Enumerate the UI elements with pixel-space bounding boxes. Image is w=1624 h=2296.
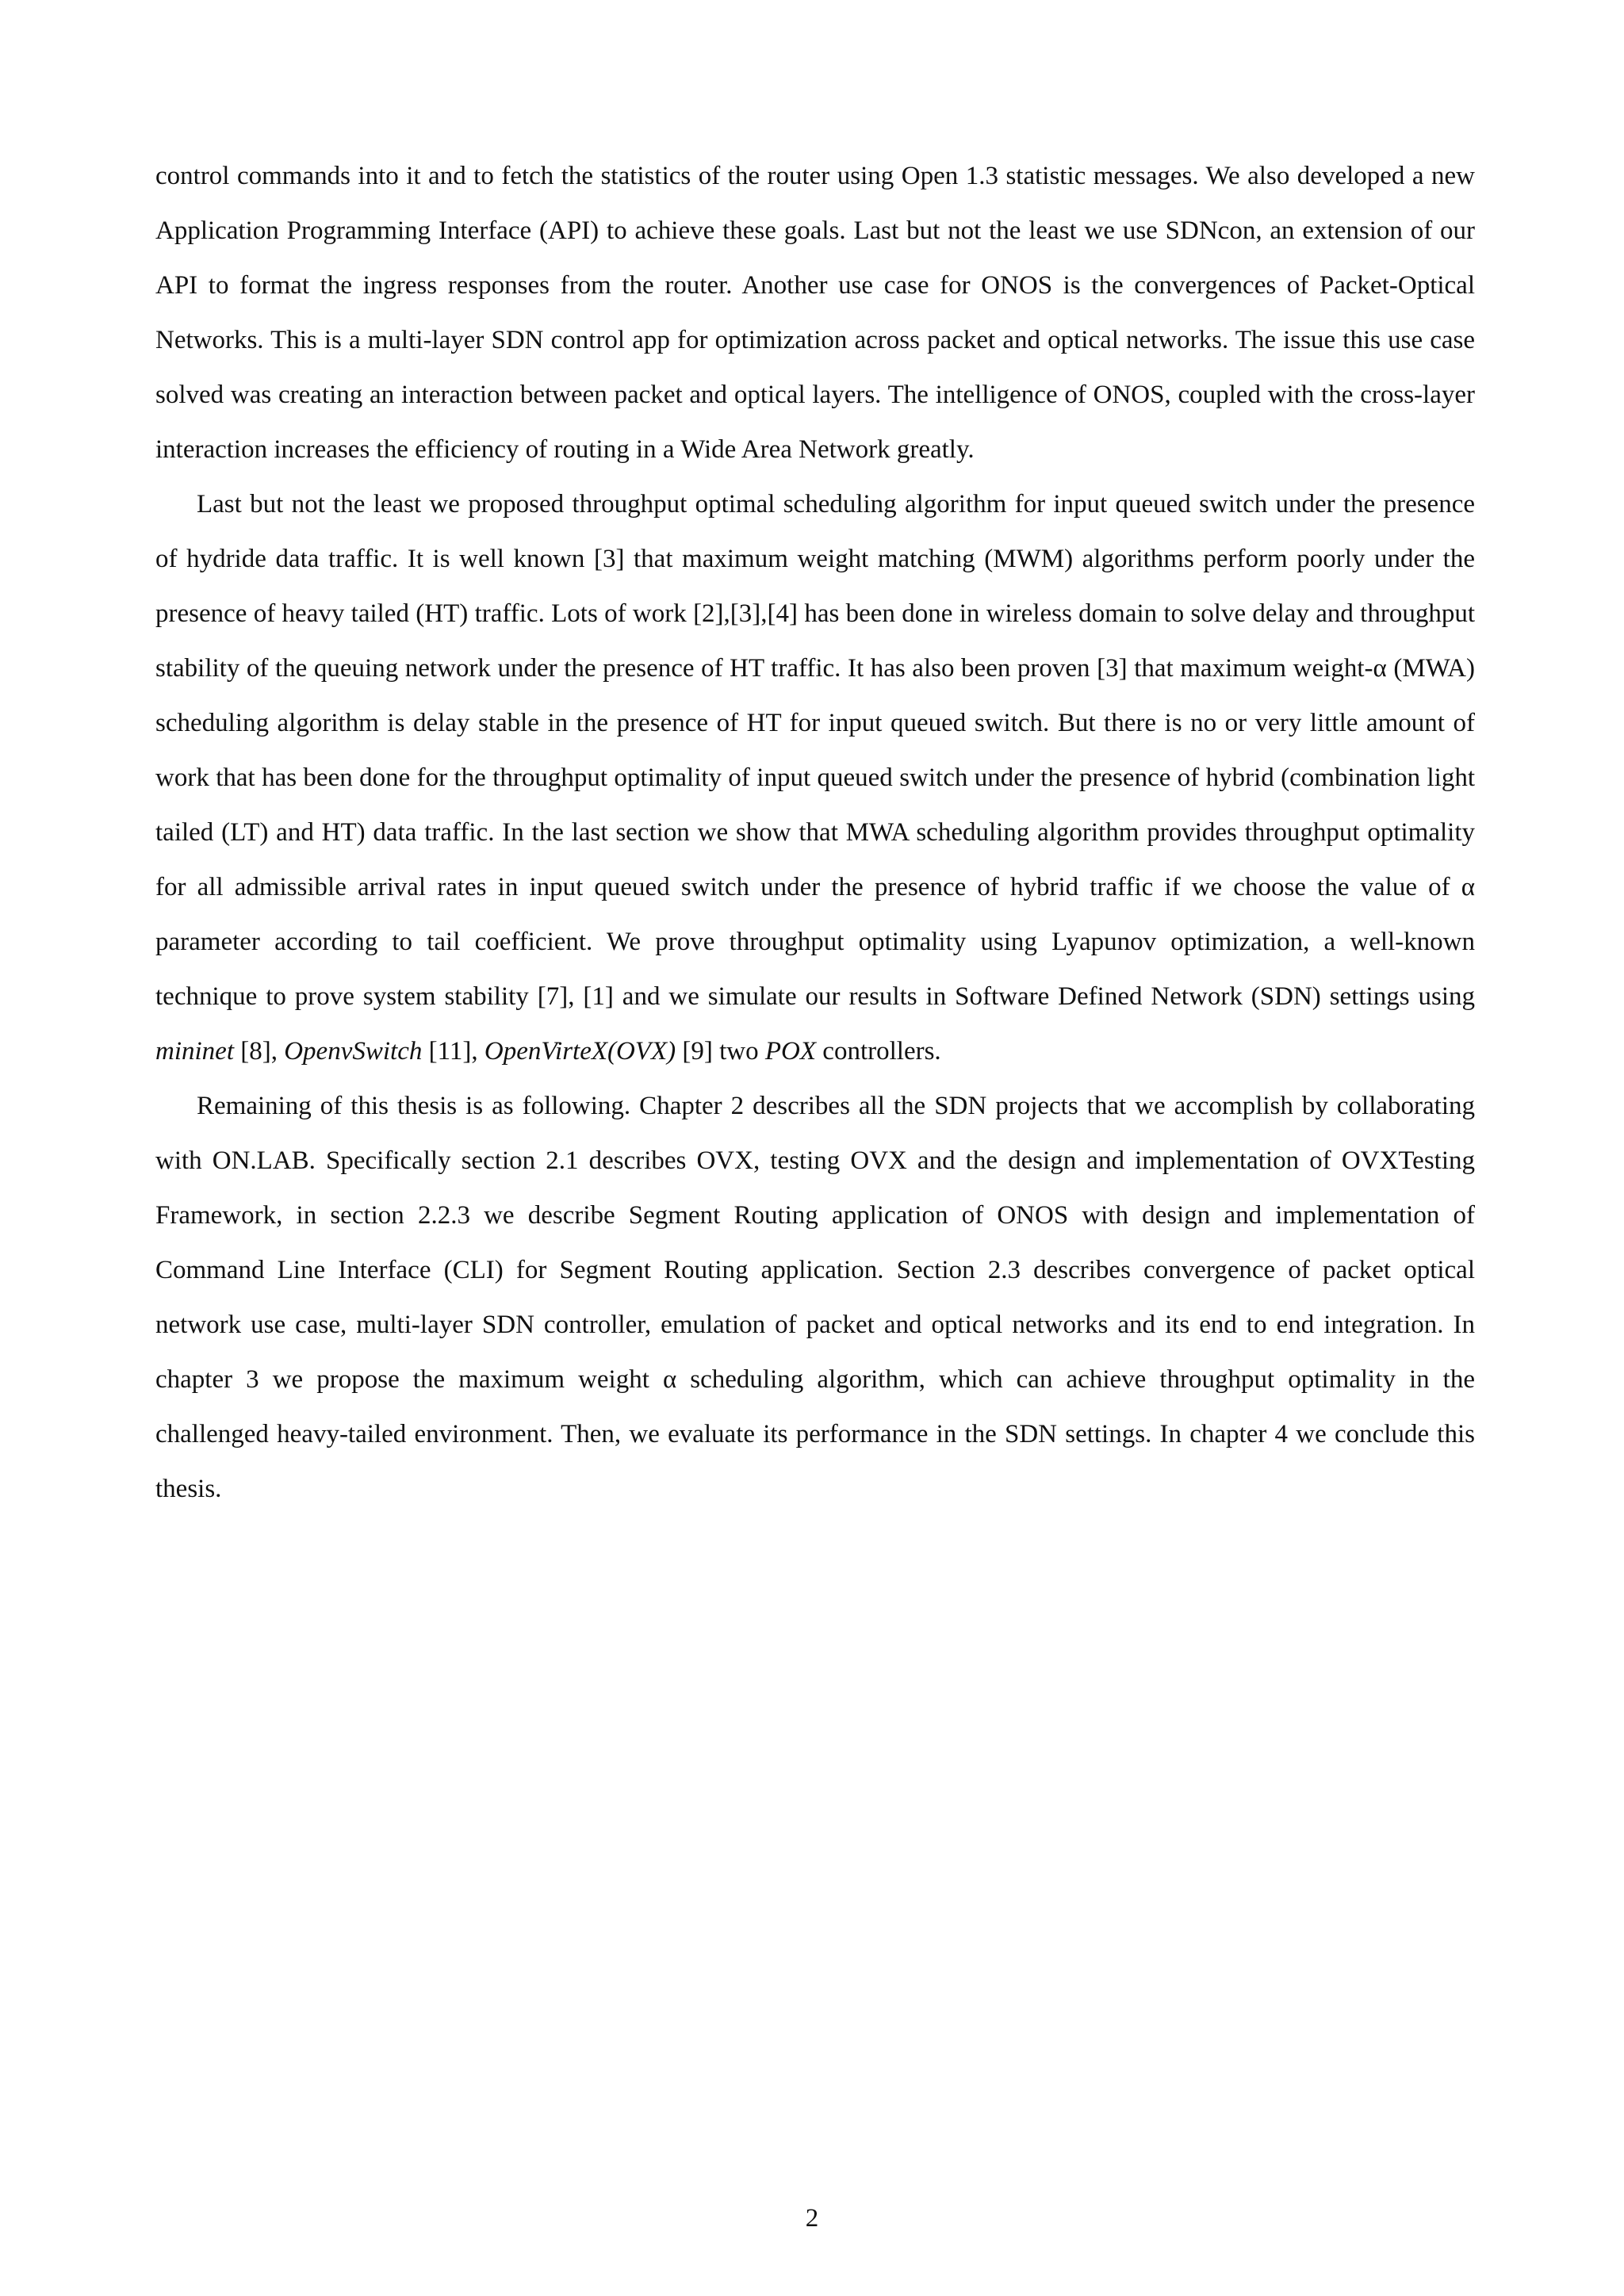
paragraph-3 — [155, 1079, 1475, 1517]
paragraph-2 — [155, 477, 1475, 1079]
software-name: mininet — [155, 1037, 234, 1066]
paragraph-1 — [155, 149, 1475, 477]
software-name: OpenVirteX(OVX) — [484, 1037, 676, 1066]
text-run: [11], — [422, 1037, 485, 1066]
text-run: [8], — [233, 1037, 285, 1066]
software-name: POX — [764, 1037, 817, 1066]
page-number: 2 — [805, 2204, 819, 2233]
text-run: Remaining of this thesis is as following. Chapter 2 describes all the SDN projects that we accomplish by collaborating with ON.LAB. Specifically section 2.1 describes OVX, testing OVX and the design and implementation of OVXTesting Framework, in section 2.2.3 we describe Segment Routing application of ONOS with design and implementation of Command Line Interface (CLI) for Segment Routing application. Section 2.3 describes convergence of packet optical network use case, multi-layer SDN controller, emulation of packet and optical networks and its end to end integration. In chapter 3 we propose the maximum weight α scheduling algorithm, which can achieve throughput optimality in the challenged heavy-tailed environment. Then, we evaluate its performance in the SDN settings. In chapter 4 we conclude this thesis. — [155, 1092, 1475, 1503]
text-run: Last but not the least we proposed throughput optimal scheduling algorithm for input queued switch under the presence of hydride data traffic. It is well known [3] that maximum weight matching (MWM) algorithms perform poorly under the presence of heavy tailed (HT) traffic. Lots of work [2],[3],[4] has been done in wireless domain to solve delay and throughput stability of the queuing network under the presence of HT traffic. It has also been proven [3] that maximum weight-α (MWA) scheduling algorithm is delay stable in the presence of HT for input queued switch. But there is no or very little amount of work that has been done for the throughput optimality of input queued switch under the presence of hybrid (combination light tailed (LT) and HT) data traffic. In the last section we show that MWA scheduling algorithm provides throughput optimality for all admissible arrival rates in input queued switch under the presence of hybrid traffic if we choose the value of α parameter according to tail coefficient. We prove throughput optimality using Lyapunov optimization, a well-known technique to prove system stability [7], [1] and we simulate our results in Software Defined Network (SDN) settings using — [155, 490, 1475, 1011]
text-run: controllers. — [816, 1037, 941, 1066]
software-name: OpenvSwitch — [284, 1037, 423, 1066]
text-run: [9] two — [676, 1037, 765, 1066]
text-run: control commands into it and to fetch the statistics of the router using Open 1.3 statistic messages. We also developed a new Application Programming Interface (API) to achieve these goals. Last but not the least we use SDNcon, an extension of our API to format the ingress responses from the router. Another use case for ONOS is the convergences of Packet-Optical Networks. This is a multi-layer SDN control app for optimization across packet and optical networks. The issue this use case solved was creating an interaction between packet and optical layers. The intelligence of ONOS, coupled with the cross-layer interaction increases the efficiency of routing in a Wide Area Network greatly. — [155, 162, 1475, 464]
body-text — [155, 149, 1475, 1517]
